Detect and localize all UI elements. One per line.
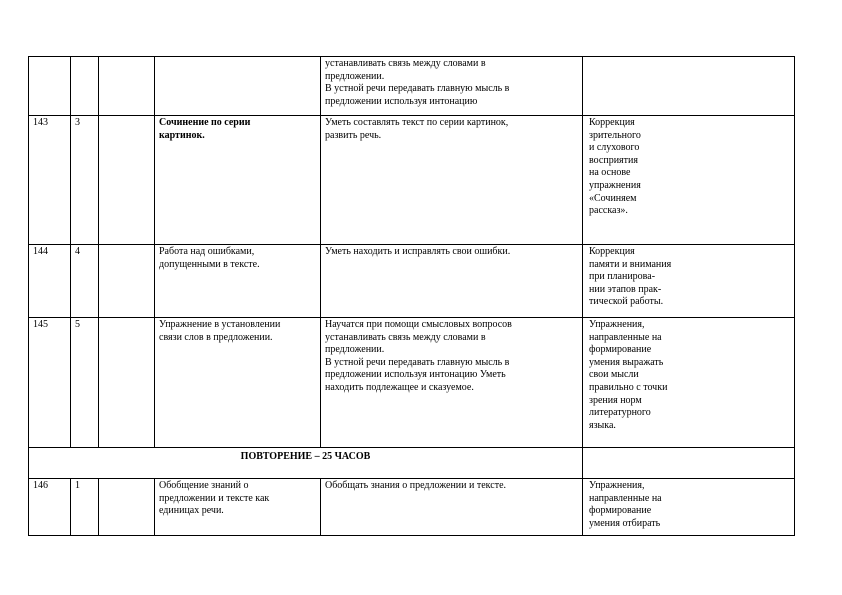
lesson-number: 4	[71, 245, 99, 318]
lesson-number: 3	[71, 116, 99, 245]
date-cell	[99, 318, 155, 448]
table-row	[29, 57, 795, 116]
topic-cell: Упражнение в установлении связи слов в предложении.	[155, 318, 321, 448]
row-number: 145	[29, 318, 71, 448]
section-title: ПОВТОРЕНИЕ – 25 ЧАСОВ	[29, 448, 583, 479]
lesson-number: 5	[71, 318, 99, 448]
correction-cell	[583, 57, 795, 116]
correction-cell: Упражнения, направленные на формирование умения отбирать	[583, 479, 795, 536]
lesson-number	[71, 57, 99, 116]
topic-cell: Работа над ошибками, допущенными в тексте.	[155, 245, 321, 318]
correction-cell: Коррекция памяти и внимания при планирова- нии этапов прак- тической работы.	[583, 245, 795, 318]
table-row	[29, 479, 795, 536]
date-cell	[99, 57, 155, 116]
topic-cell: Сочинение по серии картинок.	[155, 116, 321, 245]
date-cell	[99, 245, 155, 318]
section-empty-cell	[583, 448, 795, 479]
lesson-number: 1	[71, 479, 99, 536]
row-number: 144	[29, 245, 71, 318]
date-cell	[99, 116, 155, 245]
requirements-cell: Уметь находить и исправлять свои ошибки.	[321, 245, 583, 318]
lesson-plan-table	[28, 56, 795, 536]
table-row	[29, 318, 795, 448]
row-number	[29, 57, 71, 116]
requirements-cell: Уметь составлять текст по серии картинок, развить речь.	[321, 116, 583, 245]
table-row	[29, 116, 795, 245]
requirements-cell: Научатся при помощи смысловых вопросов устанавливать связь между словами в предложении. В устной речи передавать главную мысль в предложении используя интонацию Уметь находить подлежащее и сказуемое.	[321, 318, 583, 448]
topic-cell	[155, 57, 321, 116]
correction-cell: Коррекция зрительного и слухового восприятия на основе упражнения «Сочиняем рассказ».	[583, 116, 795, 245]
correction-cell: Упражнения, направленные на формирование умения выражать свои мысли правильно с точки зрения норм литературного языка.	[583, 318, 795, 448]
table-row	[29, 245, 795, 318]
section-header-row	[29, 448, 795, 479]
requirements-cell: устанавливать связь между словами в предложении. В устной речи передавать главную мысль в предложении используя интонацию	[321, 57, 583, 116]
row-number: 143	[29, 116, 71, 245]
requirements-cell: Обобщать знания о предложении и тексте.	[321, 479, 583, 536]
date-cell	[99, 479, 155, 536]
row-number: 146	[29, 479, 71, 536]
topic-cell: Обобщение знаний о предложении и тексте как единицах речи.	[155, 479, 321, 536]
